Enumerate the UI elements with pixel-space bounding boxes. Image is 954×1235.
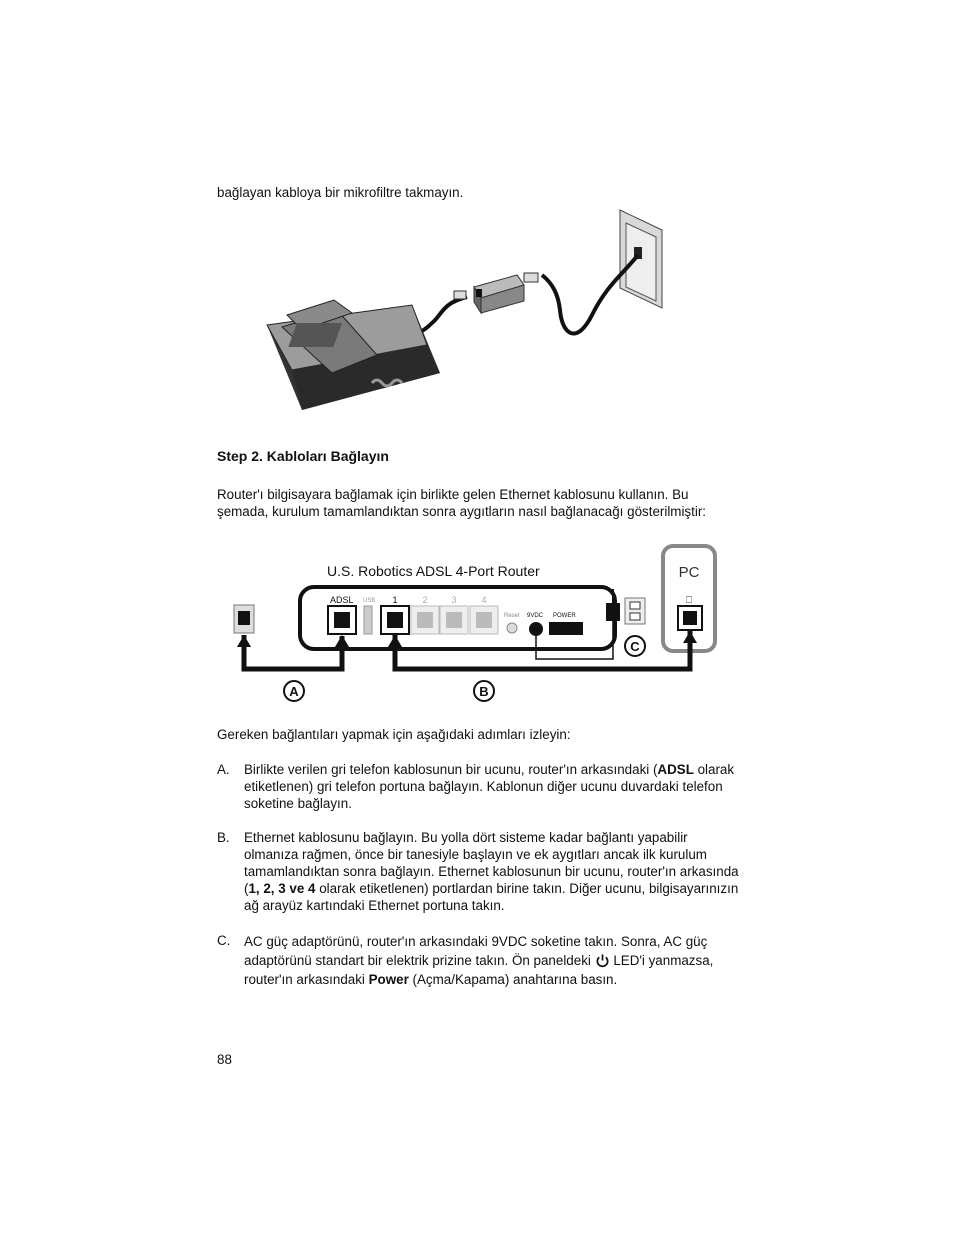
wall-socket-icon	[620, 210, 662, 308]
power-label: POWER	[553, 613, 576, 619]
step-b-text: Ethernet kablosunu bağlayın. Bu yolla dört sisteme kadar bağlantı yapabilir olmanıza rağmen, önce bir tanesiyle başlayın ve ek aygıtları ancak ilk kurulum tamamlandıktan sonra bağlayın. Ethernet kablosunun bir ucunu, router'ın arkasında (1, 2, 3 ve 4 olarak etiketlenen) portlardan birine takın. Diğer ucunu, bilgisayarınızın ağ arayüz kartındaki Ethernet portuna takın.	[244, 830, 739, 913]
step-c-letter: C.	[217, 933, 231, 948]
phone-illustration	[262, 205, 672, 425]
usb-label: USB	[363, 598, 376, 604]
power-adapter-icon	[606, 603, 620, 621]
reset-button	[507, 623, 517, 633]
power-icon	[595, 953, 610, 968]
port-label-3: 3	[451, 595, 457, 605]
network-icon: ⎕	[686, 595, 692, 606]
step-a-letter: A.	[217, 762, 230, 777]
telephone-icon	[267, 300, 440, 410]
intro-line: bağlayan kabloya bir mikrofiltre takmayın.	[217, 185, 464, 200]
port-label-2: 2	[422, 595, 428, 605]
callout-a-label: A	[289, 684, 299, 699]
vdc-label: 9VDC	[527, 613, 544, 619]
microfilter-icon	[474, 273, 538, 313]
power-switch	[549, 622, 583, 635]
pc-label: PC	[678, 564, 700, 581]
intro-paragraph: Router'ı bilgisayara bağlamak için birlikte gelen Ethernet kablosunu kullanın. Bu şemada, kurulum tamamlandıktan sonra aygıtların nasıl bağlanacağı gösterilmiştir:	[217, 487, 706, 519]
reset-label: Reset	[504, 613, 520, 619]
steps-intro: Gereken bağlantıları yapmak için aşağıdaki adımları izleyin:	[217, 727, 571, 742]
power-jack	[529, 622, 543, 636]
port-label-1: 1	[392, 595, 398, 605]
callout-c-label: C	[630, 639, 640, 654]
step-c-text: AC güç adaptörünü, router'ın arkasındaki 9VDC soketine takın. Sonra, AC güç adaptörünü standart bir elektrik prizine takın. Ön paneldeki LED'i yanmazsa, router'ın arkasındaki Power (Açma/Kapama) anahtarına basın.	[244, 934, 714, 987]
connection-diagram	[227, 543, 723, 708]
callout-b-label: B	[479, 684, 489, 699]
adsl-label: ADSL	[330, 595, 354, 605]
router-title: U.S. Robotics ADSL 4-Port Router	[327, 563, 540, 579]
step-heading: Step 2. Kabloları Bağlayın	[217, 448, 389, 464]
usb-port	[364, 606, 372, 634]
port-label-4: 4	[481, 595, 487, 605]
step-b-letter: B.	[217, 830, 230, 845]
step-a-text: Birlikte verilen gri telefon kablosunun bir ucunu, router'ın arkasındaki (ADSL olarak etiketlenen) gri telefon portuna bağlayın. Kablonun diğer ucunu duvardaki telefon soketine bağlayın.	[244, 762, 735, 811]
page-number: 88	[217, 1052, 232, 1067]
